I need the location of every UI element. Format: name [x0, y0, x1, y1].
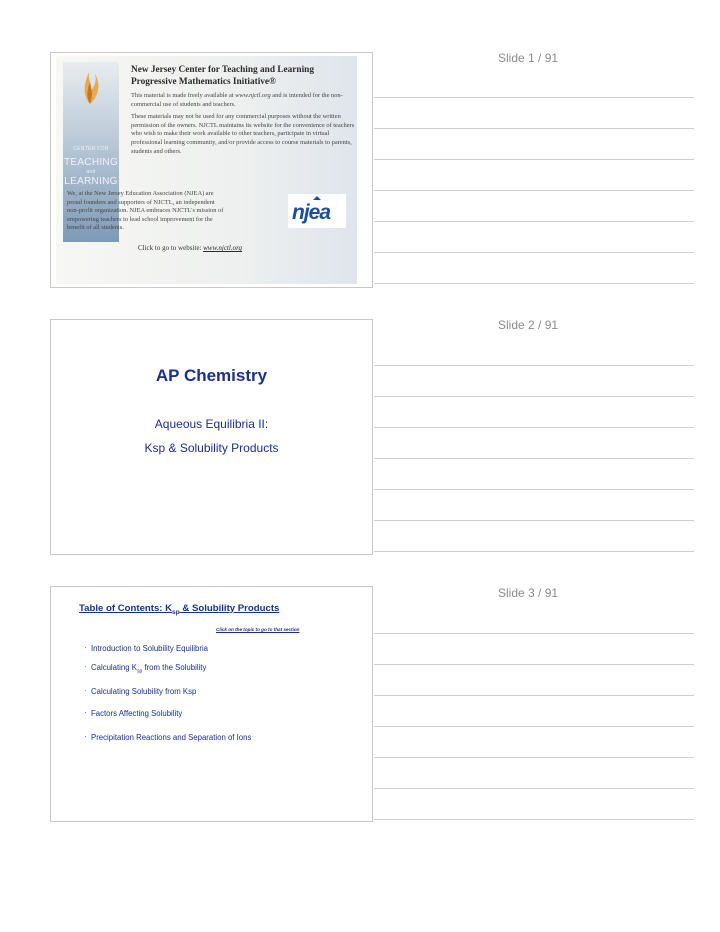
website-link[interactable]: www.njctl.org [203, 244, 243, 252]
logo-center-label: CENTER FOR [73, 146, 109, 152]
note-line [374, 283, 694, 284]
note-line [374, 427, 694, 428]
toc-item-label: Introduction to Solubility Equilibria [91, 644, 209, 653]
note-line [374, 252, 694, 253]
bullet-icon: · [84, 686, 87, 695]
note-line [374, 221, 694, 222]
note-line [374, 788, 694, 789]
notice-paragraph-2: These materials may not be used for any commercial purposes without the written permission of the owners. NJCTL maintains its website for the convenience of teachers who wish to make their work available to other teachers, participate in virtual professional learning community, and/or provide access to course materials to parents, students and others. [131, 113, 355, 155]
notice-p1-link[interactable]: www.njctl.org [235, 92, 271, 99]
toc-item-label-sub: sp [136, 668, 143, 675]
toc-item-calc-ksp[interactable] [84, 662, 207, 675]
notice-paragraph-1 [131, 92, 355, 109]
note-line [374, 520, 694, 521]
website-link-line [138, 244, 242, 252]
notice-p1-a: This material is made freely available at [131, 92, 234, 99]
note-line [374, 365, 694, 366]
slide-2-subtitle-2: Ksp & Solubility Products [144, 441, 279, 455]
bullet-icon: · [84, 643, 87, 652]
toc-item-label: Calculating Solubility from Ksp [91, 687, 197, 696]
toc-item-label: Factors Affecting Solubility [91, 709, 183, 718]
toc-item-calc-solubility[interactable] [84, 686, 197, 696]
toc-item-precipitation[interactable] [84, 732, 252, 742]
njea-logo [288, 194, 346, 228]
bullet-icon: · [84, 662, 87, 671]
note-line [374, 190, 694, 191]
torch-flame-icon [77, 70, 103, 106]
note-line [374, 726, 694, 727]
toc-hint: Click on the topic to go to that section [216, 627, 300, 632]
notice-p1-b: and is intended for the non-commercial use of students and teachers. [131, 92, 343, 108]
slide-2-subtitle-1: Aqueous Equilibria II: [154, 417, 269, 431]
slide-3-number: Slide 3 / 91 [498, 586, 559, 600]
notice-title: New Jersey Center for Teaching and Learning [131, 65, 315, 75]
website-link-prefix: Click to go to website: [138, 244, 202, 252]
bullet-icon: · [84, 708, 87, 717]
logo-word-learning: LEARNING [64, 176, 118, 187]
note-line [374, 159, 694, 160]
toc-title [79, 603, 279, 616]
note-line [374, 97, 694, 98]
note-line [374, 489, 694, 490]
note-line [374, 664, 694, 665]
note-line [374, 819, 694, 820]
notice-paragraph-3: We, at the New Jersey Education Association (NJEA) are proud founders and supporters of NJCTL, an independent non-profit organization. NJEA embraces NJCTL's mission of empowering teachers to lead school improvement for the benefit of all students. [67, 190, 224, 232]
toc-item-factors[interactable] [84, 708, 183, 718]
notice-title-2: Progressive Mathematics Initiative® [131, 77, 276, 87]
note-line [374, 551, 694, 552]
njea-logo-text: njea [292, 201, 331, 224]
njctl-notice-text [131, 64, 355, 156]
logo-word-teaching: TEACHING [63, 157, 119, 168]
note-line [374, 757, 694, 758]
note-line [374, 128, 694, 129]
njctl-notice-panel [56, 56, 357, 284]
note-line [374, 396, 694, 397]
toc-item-label-a: Calculating K [91, 663, 137, 672]
bullet-icon: · [84, 732, 87, 741]
slide-2-title: AP Chemistry [155, 366, 268, 385]
slide-1-thumbnail[interactable] [50, 52, 373, 288]
slide-2-number: Slide 2 / 91 [498, 318, 559, 332]
toc-title-b: & Solubility Products [179, 603, 280, 614]
toc-item-label-b: from the Solubility [142, 663, 207, 672]
toc-title-a: Table of Contents: K [79, 603, 173, 614]
toc-item-intro[interactable] [84, 643, 209, 653]
note-line [374, 458, 694, 459]
toc-title-sub: sp [172, 608, 180, 616]
slide-2-thumbnail[interactable] [50, 319, 373, 555]
toc-item-label: Precipitation Reactions and Separation of Ions [91, 733, 252, 742]
logo-and-label: and [86, 169, 96, 175]
slide-1-number: Slide 1 / 91 [498, 51, 559, 65]
slide-3-thumbnail[interactable] [50, 586, 373, 822]
note-line [374, 633, 694, 634]
note-line [374, 695, 694, 696]
